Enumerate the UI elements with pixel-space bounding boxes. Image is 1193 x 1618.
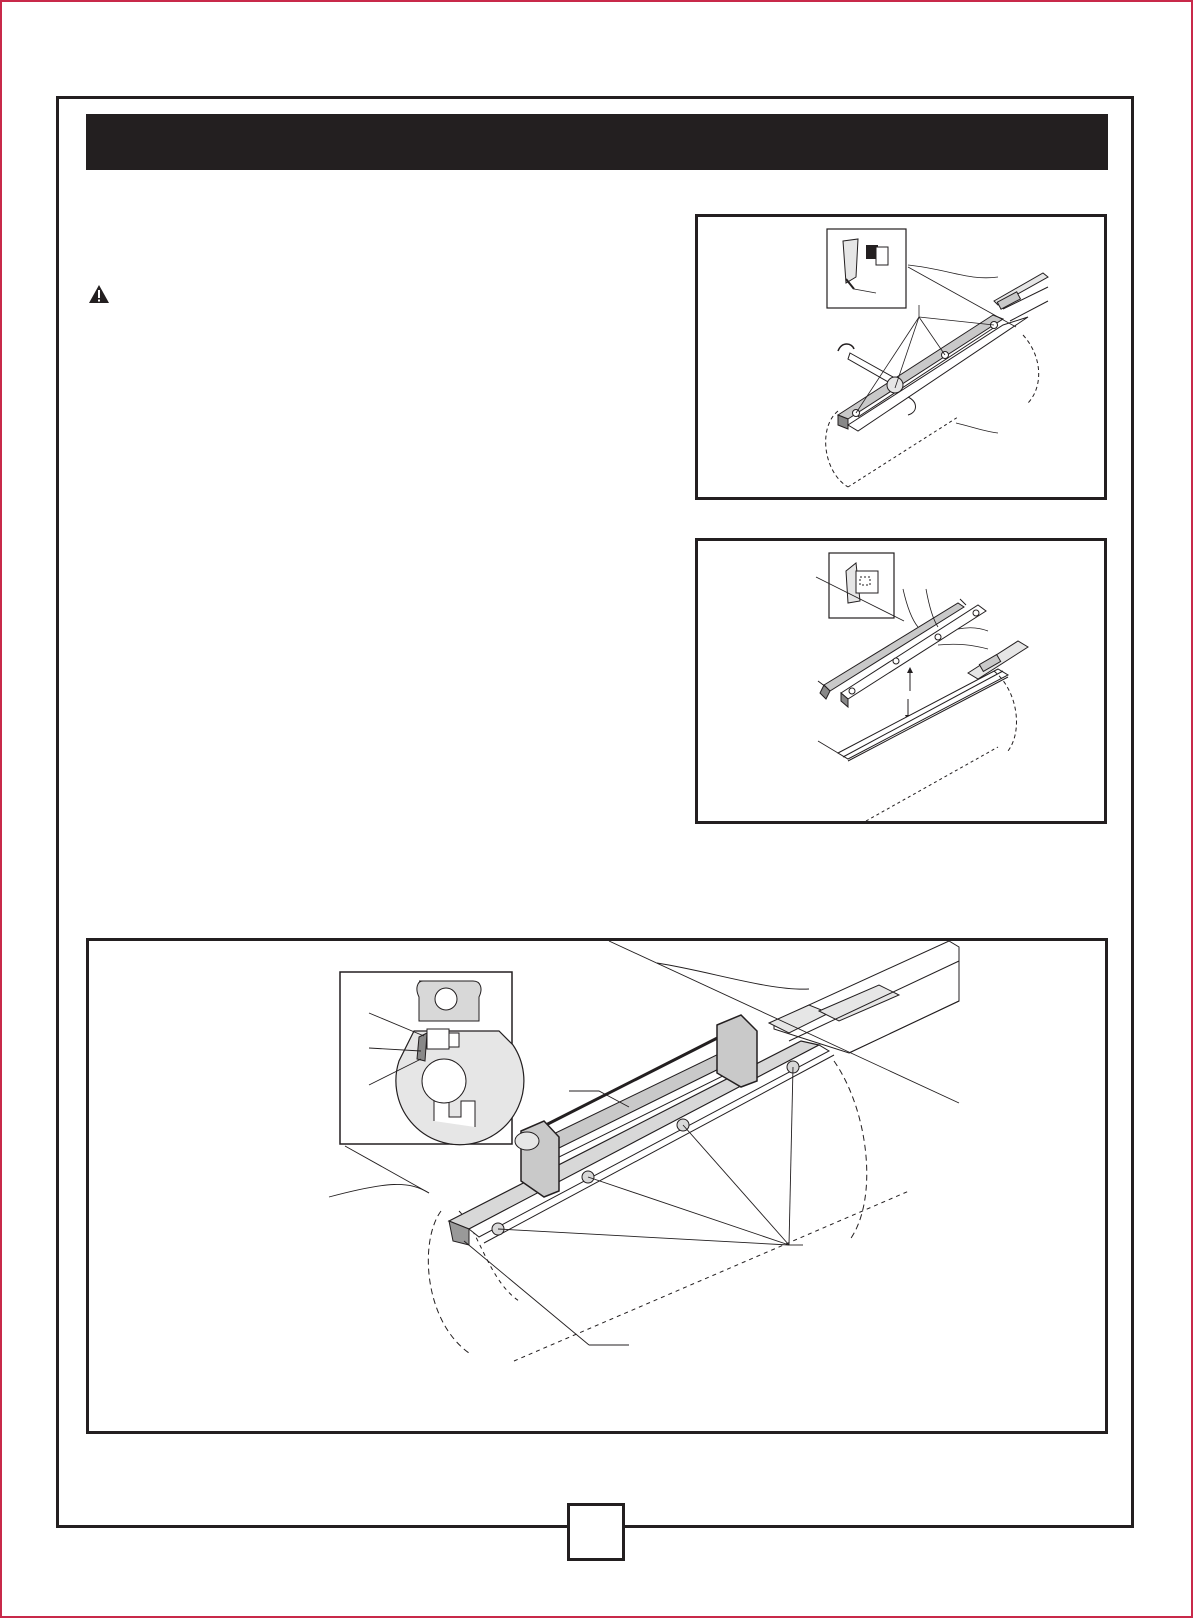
figure-blade-removal	[695, 214, 1107, 500]
figure-knife-setting-gauge	[86, 938, 1108, 1434]
figure-blade-removal-drawing	[698, 217, 1110, 503]
figure-blade-lift-drawing	[698, 541, 1110, 827]
section-title-bar	[86, 114, 1108, 170]
page-number-box	[567, 1503, 625, 1561]
inset-box	[827, 229, 906, 308]
figure-blade-lift	[695, 538, 1107, 824]
warning-triangle-icon	[88, 284, 110, 304]
figure-knife-setting-gauge-drawing	[89, 941, 1111, 1437]
